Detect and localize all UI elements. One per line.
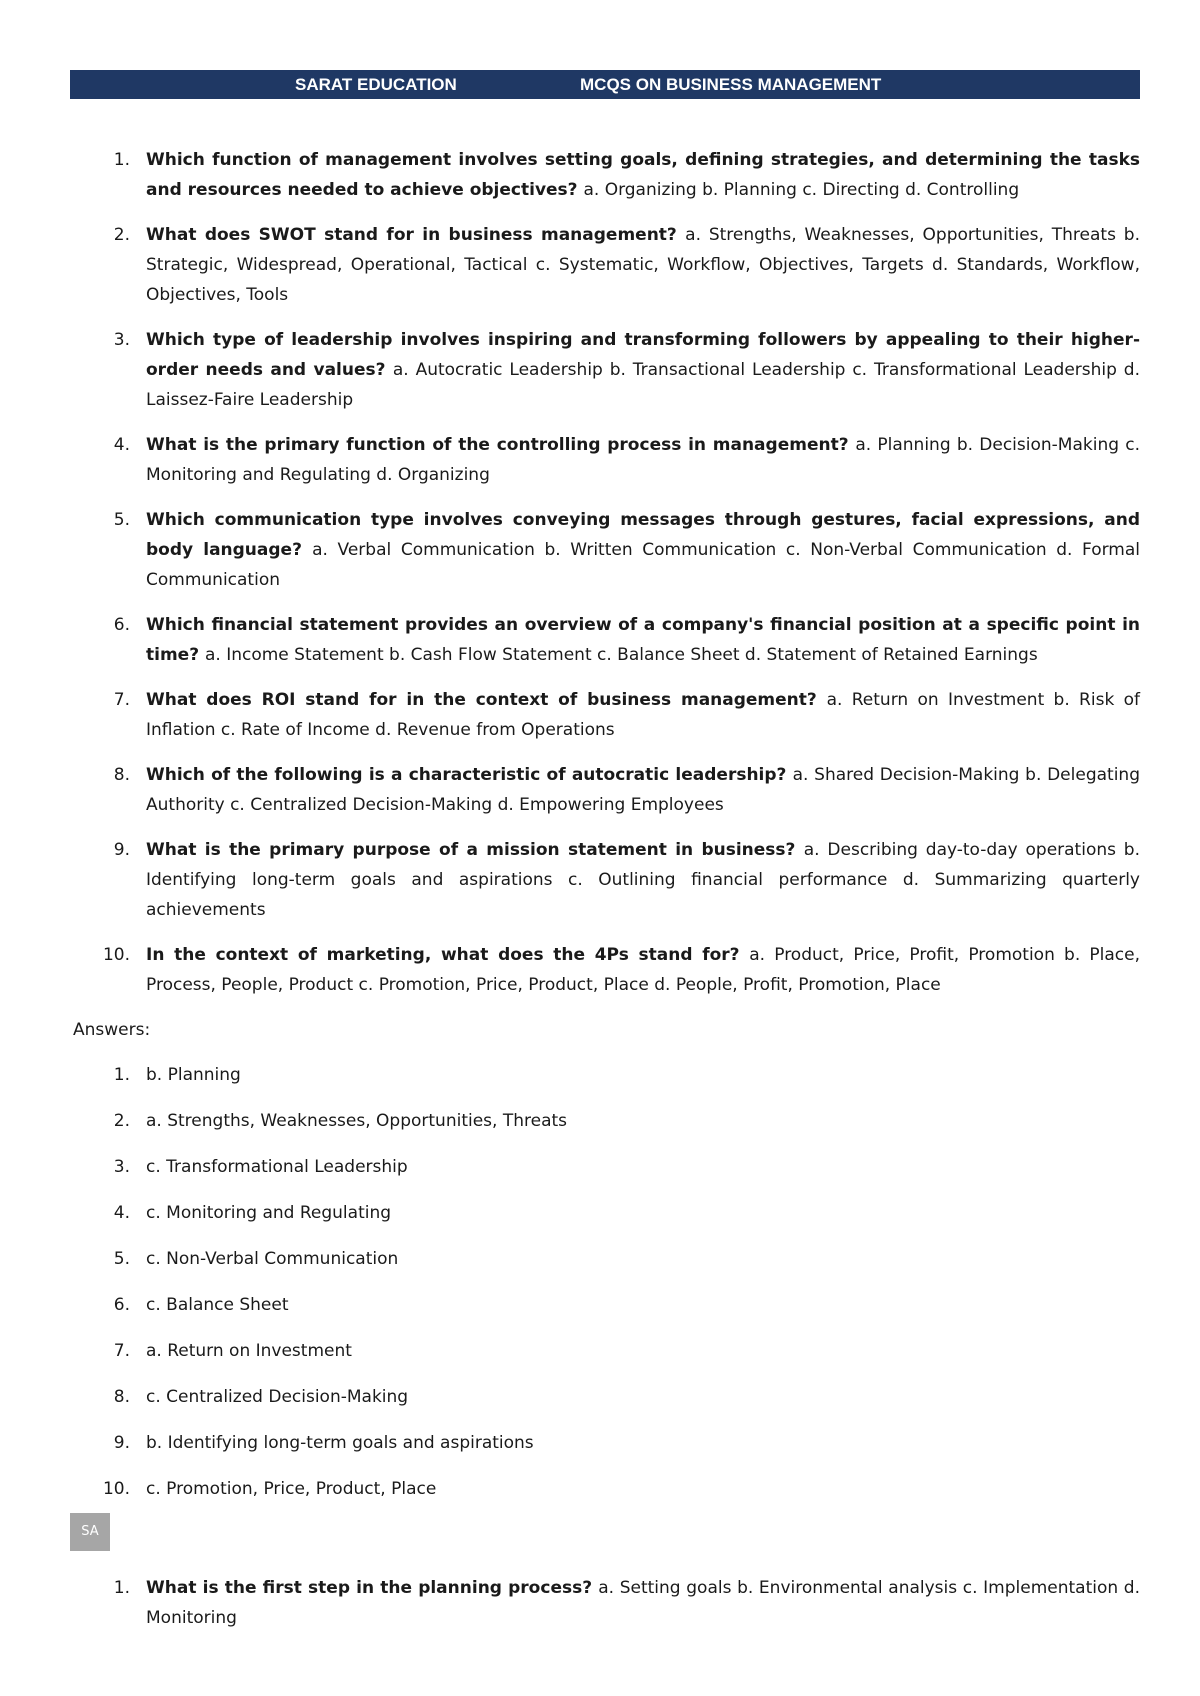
- header-bar: [70, 70, 1140, 99]
- question-list: [70, 145, 1140, 1015]
- answer-text: c. Promotion, Price, Product, Place: [146, 1479, 437, 1499]
- answer-text: a. Return on Investment: [146, 1341, 352, 1361]
- question-options: a. Setting goals b. Environmental analysis c. Implementation d. Monitoring: [146, 1578, 1141, 1628]
- question-number: 3.: [113, 330, 130, 350]
- question-options: a. Describing day-to-day operations b. Identifying long-term goals and aspirations c. Outlining financial performance d. Summarizing quarterly achievements: [146, 840, 1141, 920]
- answer-number: 6.: [113, 1295, 130, 1315]
- question-number: 1.: [113, 1578, 130, 1598]
- question-number: 10.: [102, 945, 130, 965]
- question-number: 8.: [113, 765, 130, 785]
- question-options: a. Product, Price, Profit, Promotion b. Place, Process, People, Product c. Promotion, Price, Product, Place d. People, Profit, Promotion, Place: [146, 945, 1141, 995]
- question-item: [70, 145, 1140, 205]
- answer-number: 4.: [113, 1203, 130, 1223]
- question-text: Which financial statement provides an overview of a company's financial position at a specific point in time?: [146, 615, 1140, 665]
- question-text: What does SWOT stand for in business management?: [146, 225, 686, 245]
- question-text: Which type of leadership involves inspiring and transforming followers by appealing to their higher-order needs and values?: [146, 330, 1140, 380]
- answer-text: b. Identifying long-term goals and aspirations: [146, 1433, 534, 1453]
- answer-number: 1.: [113, 1065, 130, 1085]
- question-text: Which communication type involves conveying messages through gestures, facial expressions, and body language?: [146, 510, 1140, 560]
- question-item: [70, 940, 1140, 1000]
- question-text: What is the primary function of the controlling process in management?: [146, 435, 856, 455]
- answer-item: [70, 1428, 1140, 1474]
- question-text: Which of the following is a characteristic of autocratic leadership?: [146, 765, 793, 785]
- question-number: 7.: [113, 690, 130, 710]
- answer-text: b. Planning: [146, 1065, 241, 1085]
- question-text: In the context of marketing, what does the 4Ps stand for?: [146, 945, 750, 965]
- answer-number: 2.: [113, 1111, 130, 1131]
- question-item: [70, 610, 1140, 670]
- answer-item: [70, 1198, 1140, 1244]
- answer-item: [70, 1152, 1140, 1198]
- answer-item: [70, 1336, 1140, 1382]
- answer-text: c. Transformational Leadership: [146, 1157, 408, 1177]
- header-title: MCQS ON BUSINESS MANAGEMENT: [580, 75, 882, 94]
- answer-text: c. Centralized Decision-Making: [146, 1387, 409, 1407]
- answers-heading: Answers:: [73, 1020, 151, 1040]
- question-options: a. Income Statement b. Cash Flow Statement c. Balance Sheet d. Statement of Retained Earnings: [204, 645, 1038, 665]
- question-options: a. Strengths, Weaknesses, Opportunities, Threats b. Strategic, Widespread, Operational, Tactical c. Systematic, Workflow, Objectives, Targets d. Standards, Workflow, Objectives, Tools: [146, 225, 1140, 305]
- answer-number: 7.: [113, 1341, 130, 1361]
- question-text: Which function of management involves setting goals, defining strategies, and determining the tasks and resources needed to achieve objectives?: [146, 150, 1140, 200]
- answer-text: c. Monitoring and Regulating: [146, 1203, 392, 1223]
- answer-item: [70, 1290, 1140, 1336]
- answer-item: [70, 1060, 1140, 1106]
- header-publisher: SARAT EDUCATION: [295, 75, 457, 94]
- answer-number: 5.: [113, 1249, 130, 1269]
- question-text: What is the first step in the planning process?: [146, 1578, 599, 1598]
- question-item: [70, 325, 1140, 415]
- answer-number: 8.: [113, 1387, 130, 1407]
- question-number: 4.: [113, 435, 130, 455]
- question-item: [70, 430, 1140, 490]
- question-options: a. Planning b. Decision-Making c. Monitoring and Regulating d. Organizing: [146, 435, 1141, 485]
- question-item: [70, 685, 1140, 745]
- question-options: a. Shared Decision-Making b. Delegating Authority c. Centralized Decision-Making d. Empowering Employees: [146, 765, 1140, 815]
- question-options: a. Verbal Communication b. Written Communication c. Non-Verbal Communication d. Formal Communication: [146, 540, 1141, 590]
- answer-text: c. Non-Verbal Communication: [146, 1249, 399, 1269]
- question-item: [70, 1573, 1140, 1633]
- answer-list: [70, 1060, 1140, 1520]
- answer-item: [70, 1244, 1140, 1290]
- question-item: [70, 505, 1140, 595]
- question-text: What is the primary purpose of a mission statement in business?: [146, 840, 804, 860]
- question-number: 5.: [113, 510, 130, 530]
- question-item: [70, 760, 1140, 820]
- next-question-list: [70, 1573, 1140, 1648]
- question-number: 6.: [113, 615, 130, 635]
- question-number: 2.: [113, 225, 130, 245]
- question-item: [70, 835, 1140, 925]
- sa-badge: SA: [70, 1513, 110, 1551]
- answer-item: [70, 1106, 1140, 1152]
- answer-item: [70, 1474, 1140, 1520]
- question-text: What does ROI stand for in the context of business management?: [146, 690, 827, 710]
- answer-number: 10.: [102, 1479, 130, 1499]
- answer-number: 9.: [113, 1433, 130, 1453]
- answer-number: 3.: [113, 1157, 130, 1177]
- question-number: 1.: [113, 150, 130, 170]
- question-item: [70, 220, 1140, 310]
- answer-item: [70, 1382, 1140, 1428]
- answer-text: c. Balance Sheet: [146, 1295, 289, 1315]
- question-number: 9.: [113, 840, 130, 860]
- question-options: a. Organizing b. Planning c. Directing d. Controlling: [583, 180, 1020, 200]
- question-options: a. Return on Investment b. Risk of Inflation c. Rate of Income d. Revenue from Operations: [146, 690, 1140, 740]
- answer-text: a. Strengths, Weaknesses, Opportunities, Threats: [146, 1111, 568, 1131]
- question-options: a. Autocratic Leadership b. Transactional Leadership c. Transformational Leadership d. Laissez-Faire Leadership: [146, 360, 1140, 410]
